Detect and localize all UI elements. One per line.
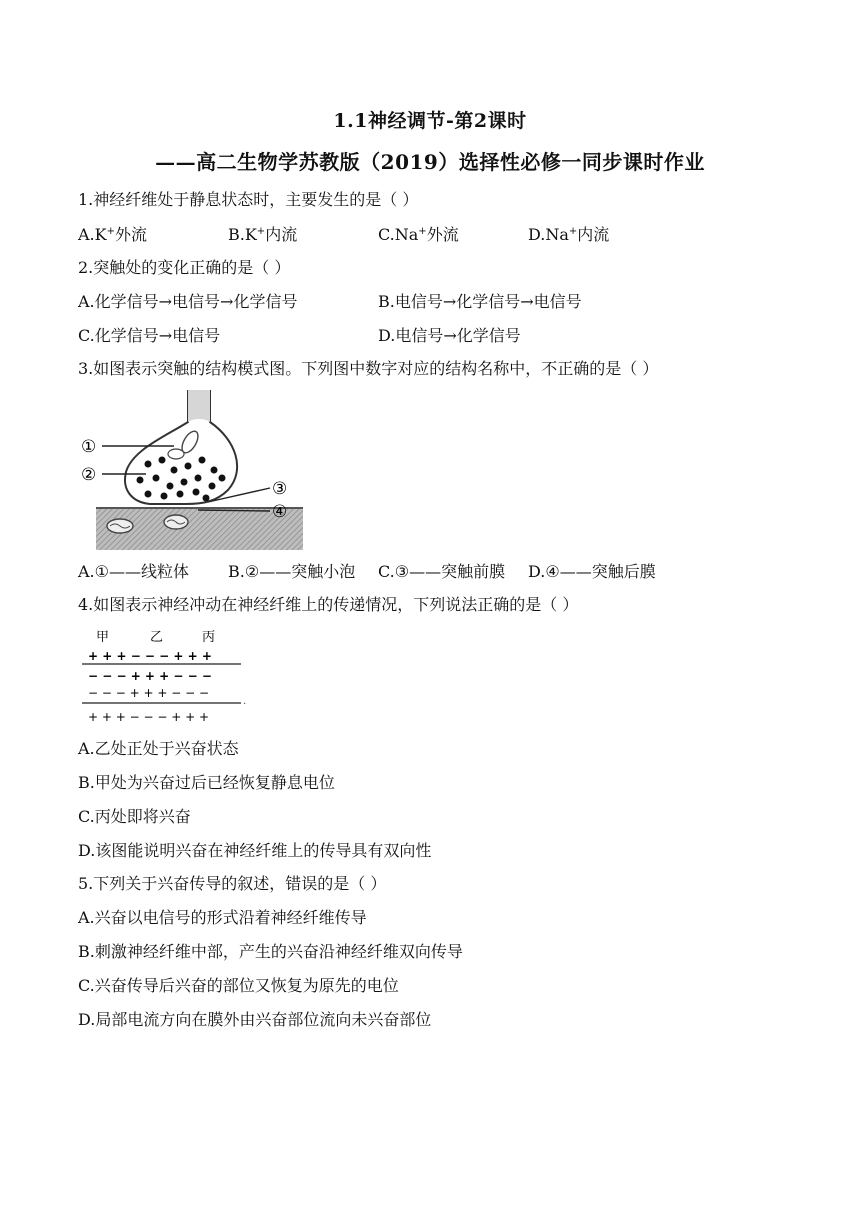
question-5-option-d: D.局部电流方向在膜外由兴奋部位流向未兴奋部位 <box>78 1010 432 1029</box>
label-1: ① <box>81 437 97 457</box>
question-4-stem: 4.如图表示神经冲动在神经纤维上的传递情况，下列说法正确的是（ ） <box>78 595 579 614</box>
charge-row-2: − − − + + + − − − <box>88 669 212 683</box>
question-5-option-b: B.刺激神经纤维中部，产生的兴奋沿神经纤维双向传导 <box>78 942 463 961</box>
region-jia: 甲 <box>96 630 110 645</box>
question-4-option-a: A.乙处正处于兴奋状态 <box>78 739 239 758</box>
question-5-stem: 5.下列关于兴奋传导的叙述，错误的是（ ） <box>78 874 387 893</box>
region-bing: 丙 <box>202 630 216 645</box>
charge-row-4: + + + − − − + + + <box>88 710 210 724</box>
question-1-option-d: D.Na+内流 <box>528 225 610 244</box>
label-2: ② <box>81 465 97 485</box>
charge-row-3: − − − + + + − − − <box>88 686 210 700</box>
question-2-option-a: A.化学信号→电信号→化学信号 <box>78 292 298 311</box>
question-4-option-b: B.甲处为兴奋过后已经恢复静息电位 <box>78 773 335 792</box>
question-1-option-c: C.Na+外流 <box>378 225 459 244</box>
charge-row-1: + + + − − − + + + <box>88 649 212 663</box>
question-5-option-c: C.兴奋传导后兴奋的部位又恢复为原先的电位 <box>78 976 399 995</box>
question-3-option-d: D.④——突触后膜 <box>528 562 656 581</box>
question-5-option-a: A.兴奋以电信号的形式沿着神经纤维传导 <box>78 908 367 927</box>
region-yi: 乙 <box>150 630 164 645</box>
question-3-stem: 3.如图表示突触的结构模式图。下列图中数字对应的结构名称中，不正确的是（ ） <box>78 359 659 378</box>
question-3-option-b: B.②——突触小泡 <box>228 562 356 581</box>
svg-text:.: . <box>243 696 247 707</box>
question-2-stem: 2.突触处的变化正确的是（ ） <box>78 258 291 277</box>
label-4: ④ <box>272 502 288 522</box>
document-subtitle: ——高二生物学苏教版（2019）选择性必修一同步课时作业 <box>155 150 705 174</box>
document-title: 1.1神经调节-第2课时 <box>333 110 527 132</box>
question-2-option-c: C.化学信号→电信号 <box>78 326 221 345</box>
question-4-option-c: C.丙处即将兴奋 <box>78 807 191 826</box>
synapse-figure <box>78 390 303 550</box>
question-1-option-b: B.K+内流 <box>228 225 298 244</box>
question-1-option-a: A.K+外流 <box>78 225 147 244</box>
question-4-option-d: D.该图能说明兴奋在神经纤维上的传导具有双向性 <box>78 841 432 860</box>
presynaptic-terminal-shape <box>125 390 237 504</box>
question-2-option-b: B.电信号→化学信号→电信号 <box>378 292 582 311</box>
question-1-stem: 1.神经纤维处于静息状态时，主要发生的是（ ） <box>78 190 419 209</box>
question-2-option-d: D.电信号→化学信号 <box>378 326 521 345</box>
nerve-fiber-figure <box>78 626 253 726</box>
question-3-option-a: A.①——线粒体 <box>78 562 189 581</box>
label-3: ③ <box>272 479 288 499</box>
question-3-option-c: C.③——突触前膜 <box>378 562 506 581</box>
